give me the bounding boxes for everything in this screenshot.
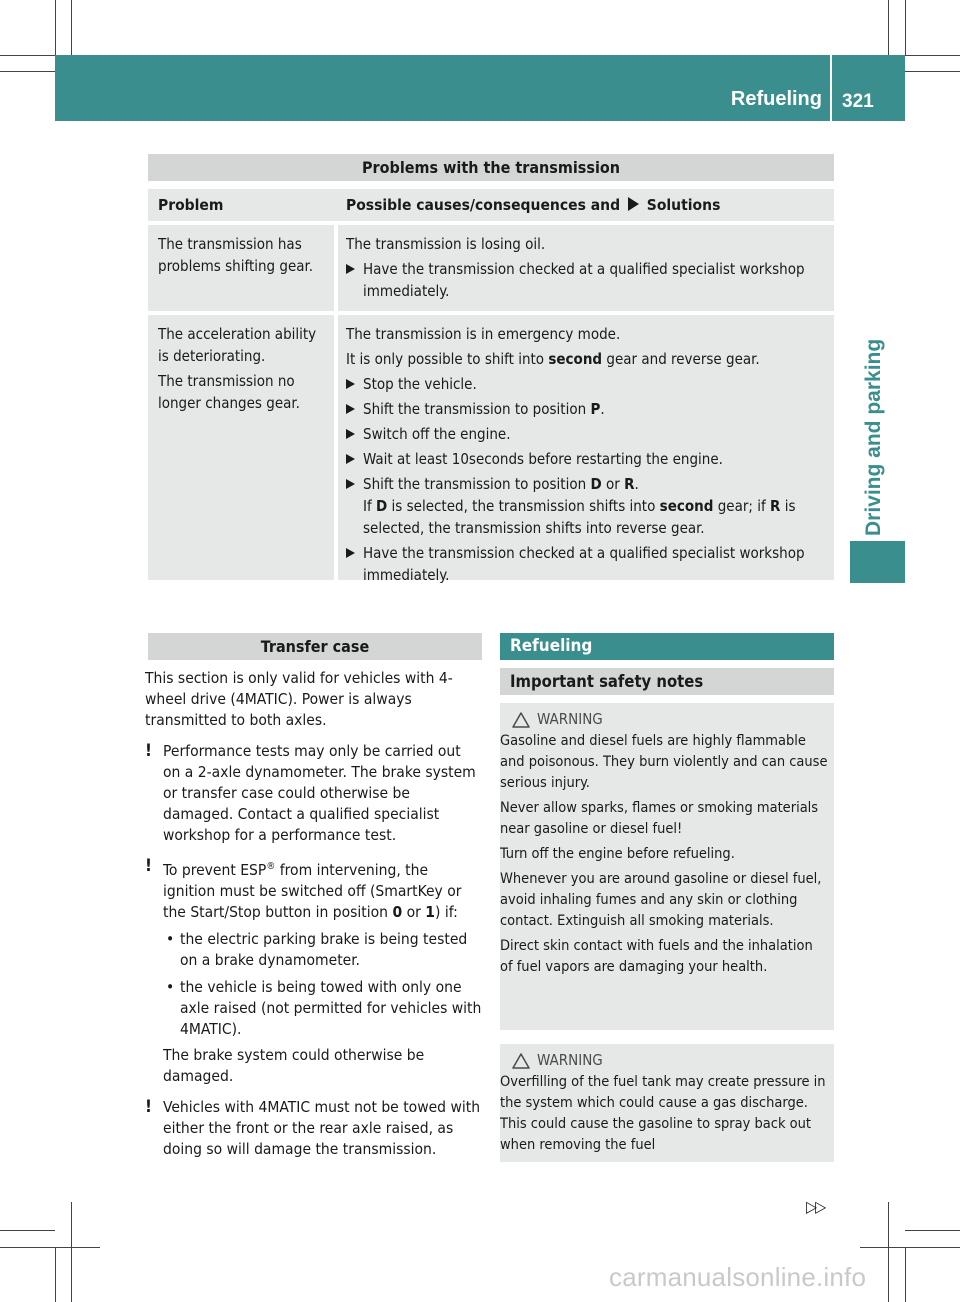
note bbox=[145, 1097, 482, 1160]
solution-cell bbox=[338, 315, 834, 584]
col-solutions-label: Possible causes/consequences and bbox=[346, 196, 621, 214]
warning-triangle-icon bbox=[512, 712, 530, 728]
watermark: carmanualsonline.info bbox=[609, 1262, 867, 1292]
arrow-icon bbox=[346, 379, 355, 389]
text-span: is selected, the transmission shifts into reverse gear. bbox=[363, 497, 796, 537]
bullet-item bbox=[163, 929, 482, 971]
bold-span: second bbox=[548, 350, 603, 368]
header-title: Refueling bbox=[730, 88, 822, 110]
crop-mark bbox=[905, 1230, 960, 1231]
col-problem-header: Problem bbox=[158, 196, 224, 214]
warning-header bbox=[510, 1050, 828, 1071]
crop-mark bbox=[0, 1230, 55, 1231]
solution-step bbox=[346, 423, 828, 445]
warning-text: Turn off the engine before refueling. bbox=[500, 846, 735, 862]
solution-step bbox=[346, 373, 828, 395]
text-span: gear; if bbox=[717, 497, 766, 515]
text-span: or bbox=[406, 903, 421, 922]
crop-mark bbox=[905, 0, 906, 55]
crop-mark bbox=[71, 1202, 72, 1302]
section-title: Transfer case bbox=[148, 633, 482, 660]
solution-step bbox=[346, 542, 828, 586]
text-span: If bbox=[363, 497, 372, 515]
problem-cell: The transmission has problems shifting gear. bbox=[148, 225, 334, 311]
crop-mark bbox=[905, 1247, 906, 1302]
solution-cell bbox=[338, 225, 834, 311]
side-tab-label: Driving and parking bbox=[862, 338, 885, 536]
crop-mark bbox=[905, 71, 960, 72]
warning-box bbox=[500, 1044, 834, 1162]
text-span: gear and reverse gear. bbox=[606, 350, 760, 368]
table-row bbox=[148, 225, 834, 311]
arrow-icon bbox=[346, 404, 355, 414]
section-subtitle: Important safety notes bbox=[500, 668, 834, 695]
page-number: 321 bbox=[842, 91, 874, 112]
exclamation-icon: ! bbox=[145, 741, 152, 761]
warning-text: Gasoline and diesel fuels are highly flammable and poisonous. They burn violently and can cause serious injury. bbox=[500, 733, 828, 791]
exclamation-icon: ! bbox=[145, 1097, 152, 1118]
text-span: ) if: bbox=[434, 903, 458, 922]
text-span: It is only possible to shift into bbox=[346, 350, 545, 368]
note-text: The brake system could otherwise be damaged. bbox=[163, 1046, 425, 1086]
step-text: Have the transmission checked at a qualified specialist workshop immediately. bbox=[363, 544, 805, 584]
warning-body bbox=[500, 731, 828, 978]
bullet-icon: • bbox=[166, 930, 175, 949]
table-row bbox=[148, 315, 834, 584]
warning-triangle-icon bbox=[512, 1053, 530, 1069]
arrow-icon bbox=[346, 479, 355, 489]
warning-text: Never allow sparks, flames or smoking materials near gasoline or diesel fuel! bbox=[500, 800, 819, 837]
bold-span: R bbox=[624, 475, 635, 493]
header-separator bbox=[830, 55, 832, 121]
problem-text: The acceleration ability is deteriorating. bbox=[158, 325, 317, 365]
step-text: Switch off the engine. bbox=[363, 425, 511, 443]
col-solutions-label-2: Solutions bbox=[646, 196, 721, 214]
arrow-icon bbox=[346, 548, 355, 558]
exclamation-icon: ! bbox=[145, 856, 152, 876]
text-span: is selected, the transmission shifts into bbox=[391, 497, 656, 515]
bold-span: 0 bbox=[392, 903, 403, 922]
text-span: or bbox=[605, 475, 620, 493]
note bbox=[145, 741, 482, 846]
arrow-icon bbox=[628, 197, 639, 211]
continued-icon: ▷▷ bbox=[806, 1197, 825, 1216]
registered-mark: ® bbox=[266, 861, 276, 872]
bold-span: R bbox=[770, 497, 781, 515]
bold-span: P bbox=[590, 400, 601, 418]
warning-body bbox=[500, 1072, 828, 1156]
table-title: Problems with the transmission bbox=[148, 154, 834, 181]
bullet-item bbox=[163, 977, 482, 1040]
solution-step bbox=[346, 448, 828, 470]
crop-mark bbox=[0, 1247, 100, 1248]
transmission-table bbox=[148, 154, 834, 584]
warning-label: WARNING bbox=[537, 710, 603, 728]
warning-text: Whenever you are around gasoline or diesel fuel, avoid inhaling fumes and any skin or clothing contact. Extinguish all smoking materials. bbox=[500, 871, 822, 929]
cause-text: The transmission is in emergency mode. bbox=[346, 325, 621, 343]
bullet-icon: • bbox=[166, 978, 175, 997]
arrow-icon bbox=[346, 429, 355, 439]
problem-text: The transmission no longer changes gear. bbox=[158, 372, 300, 412]
section-title: Refueling bbox=[500, 633, 834, 660]
bold-span: 1 bbox=[425, 903, 435, 922]
crop-mark bbox=[888, 1202, 889, 1302]
intro-text: This section is only valid for vehicles with 4-wheel drive (4MATIC). Power is always transmitted to both axles. bbox=[145, 669, 453, 729]
arrow-icon bbox=[346, 454, 355, 464]
warning-header bbox=[510, 709, 828, 730]
note-text: Vehicles with 4MATIC must not be towed with either the front or the rear axle raised, as doing so will damage the transmission. bbox=[163, 1098, 481, 1159]
table-header bbox=[148, 189, 834, 221]
transfer-case-section bbox=[145, 633, 482, 1160]
note-text: from intervening, the ignition must be switched off (SmartKey or the Start/Stop button in position bbox=[163, 861, 462, 922]
note-text: To prevent ESP bbox=[163, 861, 267, 880]
crop-mark bbox=[55, 1247, 56, 1302]
step-text: Have the transmission checked at a qualified specialist workshop immediately. bbox=[363, 260, 805, 300]
solution-step: Shift the transmission to position P. bbox=[346, 398, 828, 420]
cause-text bbox=[346, 348, 828, 370]
bullet-text: the electric parking brake is being tested on a brake dynamometer. bbox=[180, 930, 468, 970]
step-text: Shift the transmission to position bbox=[363, 475, 587, 493]
arrow-icon bbox=[346, 264, 355, 274]
warning-text: Direct skin contact with fuels and the inhalation of fuel vapors are damaging your health. bbox=[500, 938, 813, 975]
note-text: Performance tests may only be carried out on a 2-axle dynamometer. The brake system or transfer case could otherwise be damaged. Contact a qualified specialist workshop for a performance test. bbox=[163, 742, 476, 844]
bold-span: D bbox=[376, 497, 388, 515]
crop-mark bbox=[0, 71, 55, 72]
refueling-section bbox=[500, 633, 834, 1162]
bullet-text: the vehicle is being towed with only one axle raised (not permitted for vehicles with 4MATIC). bbox=[180, 978, 482, 1039]
warning-box bbox=[500, 703, 834, 1030]
step-text: Stop the vehicle. bbox=[363, 375, 477, 393]
problem-cell bbox=[148, 315, 334, 580]
warning-label: WARNING bbox=[537, 1051, 603, 1069]
bold-span: D bbox=[590, 475, 602, 493]
cause-text: The transmission is losing oil. bbox=[346, 235, 546, 253]
side-tab-block bbox=[850, 541, 905, 583]
col-solutions-header bbox=[338, 189, 834, 221]
side-tab bbox=[850, 296, 905, 546]
note bbox=[145, 856, 482, 1087]
step-text: Wait at least 10seconds before restarting the engine. bbox=[363, 450, 723, 468]
crop-mark bbox=[55, 0, 56, 55]
solution-step: Shift the transmission to position D or R. If D is selected, the transmission shifts into second gear; if R is selected, the transmission shifts into reverse gear. bbox=[346, 473, 828, 539]
crop-mark bbox=[860, 1247, 960, 1248]
step-text: Shift the transmission to position bbox=[363, 400, 587, 418]
bold-span: second bbox=[659, 497, 714, 515]
solution-step bbox=[346, 258, 828, 302]
warning-text: Overfilling of the fuel tank may create pressure in the system which could cause a gas discharge. This could cause the gasoline to spray back out when removing the fuel bbox=[500, 1074, 826, 1153]
